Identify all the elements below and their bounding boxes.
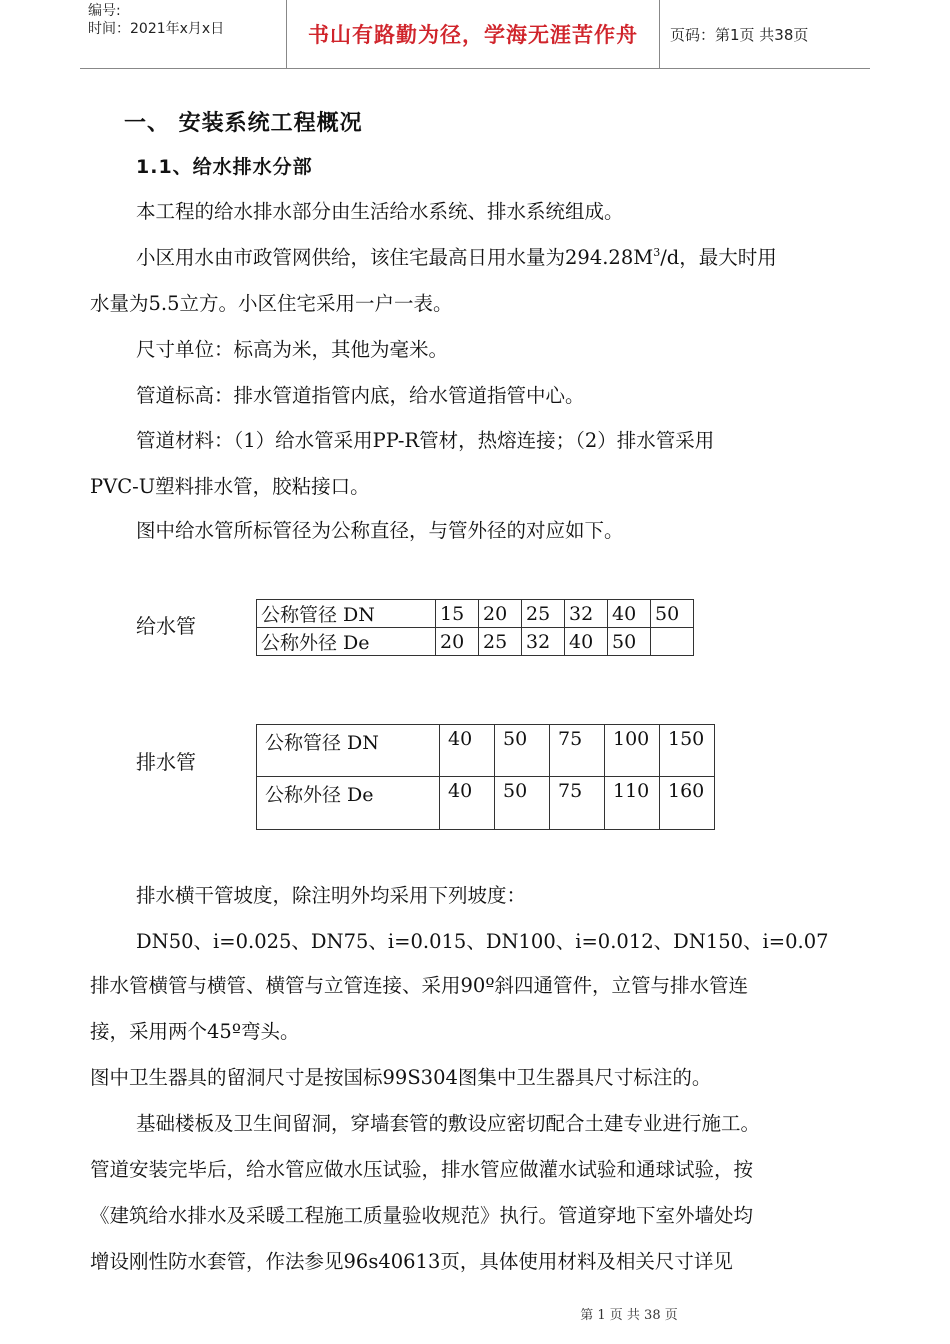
table-cell: 150: [660, 725, 715, 777]
supply-pipe-label: 给水管: [136, 614, 196, 638]
water-demand-text: 小区用水由市政管网供给，该住宅最高日用水量为294.28M: [136, 246, 654, 269]
header-page-number: 页码：第1页 共38页: [670, 25, 809, 44]
paragraph-units: 尺寸单位：标高为米，其他为毫米。: [136, 338, 449, 361]
paragraph-water-supply-line2: 水量为5.5立方。小区住宅采用一户一表。: [90, 292, 453, 315]
cube-superscript: 3: [653, 246, 661, 259]
document-number-label: 编号:: [88, 3, 121, 19]
table-row: [257, 777, 715, 830]
row-header: 公称外径 De: [257, 777, 440, 830]
table-cell: 100: [605, 725, 660, 777]
paragraph-diameter-note: 图中给水管所标管径为公称直径，与管外径的对应如下。: [136, 519, 624, 542]
table-cell: 40: [440, 725, 495, 777]
supply-pipe-table: [256, 599, 694, 656]
paragraph-water-supply-line1: [136, 246, 777, 270]
paragraph-sleeves: 基础楼板及卫生间留洞，穿墙套管的敷设应密切配合土建专业进行施工。: [136, 1112, 761, 1135]
table-cell: 75: [550, 777, 605, 830]
paragraph-fittings-line1: 排水管横管与横管、横管与立管连接、采用90º斜四通管件，立管与排水管连: [90, 974, 748, 997]
paragraph-materials-line1: 管道材料：（1）给水管采用PP-R管材，热熔连接；（2）排水管采用: [136, 429, 715, 452]
water-demand-tail: /d，最大时用: [660, 246, 777, 269]
table-cell: 75: [550, 725, 605, 777]
table-cell: 40: [565, 628, 608, 656]
table-cell: 50: [495, 725, 550, 777]
paragraph-elevation: 管道标高：排水管道指管内底，给水管道指管中心。: [136, 384, 585, 407]
paragraph-system-composition: 本工程的给水排水部分由生活给水系统、排水系统组成。: [136, 200, 624, 223]
subsection-title: 1.1、给水排水分部: [136, 156, 313, 178]
paragraph-slope-values: DN50、i=0.025、DN75、i=0.015、DN100、i=0.012、DN150、i=0.07: [136, 930, 829, 953]
paragraph-testing-line2: 《建筑给水排水及采暖工程施工质量验收规范》执行。管道穿地下室外墙处均: [90, 1204, 754, 1227]
table-row: [257, 725, 715, 777]
row-header: 公称管径 DN: [257, 600, 436, 628]
header-meta: [80, 0, 287, 68]
table-cell: 160: [660, 777, 715, 830]
drain-pipe-table: [256, 724, 715, 830]
table-row: [257, 600, 694, 628]
table-cell: 50: [495, 777, 550, 830]
table-cell: [651, 628, 694, 656]
paragraph-fittings-line2: 接，采用两个45º弯头。: [90, 1020, 300, 1043]
table-cell: 25: [522, 600, 565, 628]
table-cell: 25: [479, 628, 522, 656]
table-cell: 20: [479, 600, 522, 628]
page-footer: [0, 1304, 950, 1323]
paragraph-slope-intro: 排水横干管坡度，除注明外均采用下列坡度：: [136, 884, 527, 907]
table-cell: 50: [651, 600, 694, 628]
table-cell: 20: [436, 628, 479, 656]
row-header: 公称管径 DN: [257, 725, 440, 777]
paragraph-fixture-openings: 图中卫生器具的留洞尺寸是按国标99S304图集中卫生器具尺寸标注的。: [90, 1066, 712, 1089]
document-date: 时间：2021年x月x日: [88, 21, 225, 37]
table-row: [257, 628, 694, 656]
table-cell: 110: [605, 777, 660, 830]
header-motto: 书山有路勤为径，学海无涯苦作舟: [287, 0, 660, 68]
table-cell: 40: [440, 777, 495, 830]
paragraph-testing-line3: 增设刚性防水套管，作法参见96s40613页，具体使用材料及相关尺寸详见: [90, 1250, 733, 1273]
paragraph-materials-line2: PVC-U塑料排水管，胶粘接口。: [90, 475, 370, 498]
table-cell: 40: [608, 600, 651, 628]
footer-page-number: 第 1 页 共 38 页: [580, 1308, 678, 1323]
page-header: [80, 0, 870, 69]
table-cell: 50: [608, 628, 651, 656]
row-header: 公称外径 De: [257, 628, 436, 656]
drain-pipe-label: 排水管: [136, 750, 196, 774]
table-cell: 32: [522, 628, 565, 656]
table-cell: 15: [436, 600, 479, 628]
table-cell: 32: [565, 600, 608, 628]
paragraph-testing-line1: 管道安装完毕后，给水管应做水压试验，排水管应做灌水试验和通球试验，按: [90, 1158, 754, 1181]
section-title: 一、 安装系统工程概况: [124, 111, 363, 136]
